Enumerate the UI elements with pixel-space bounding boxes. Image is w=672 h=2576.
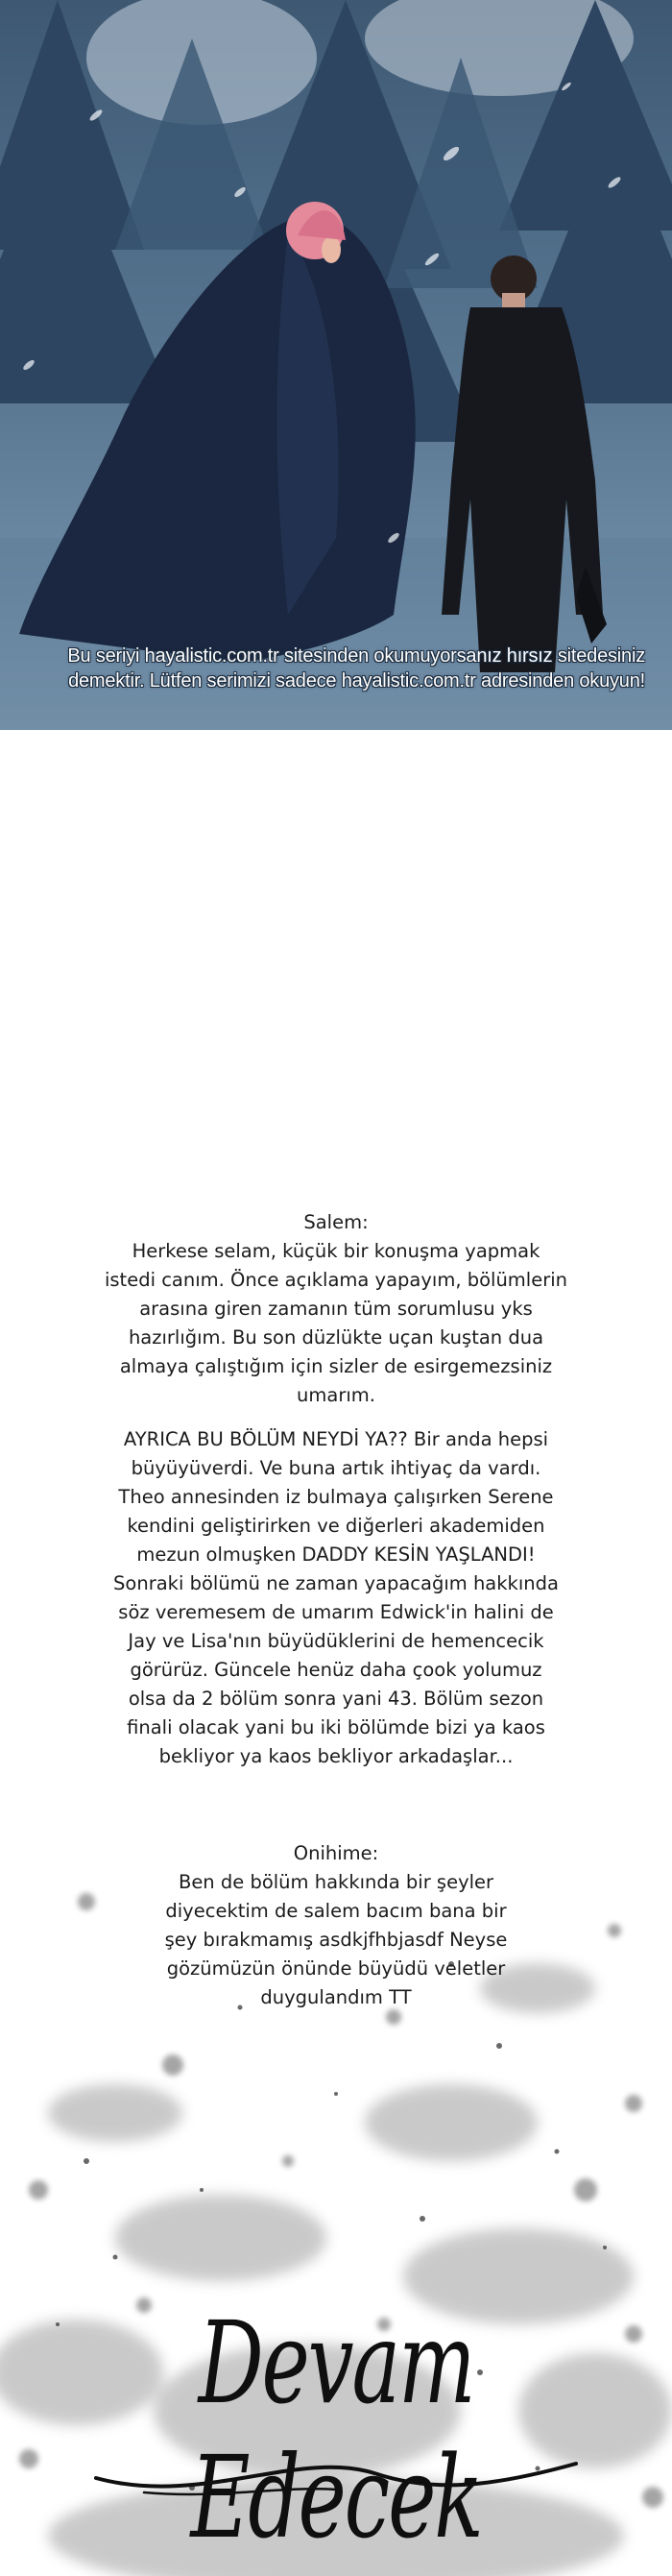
note-line: Sonraki bölümü ne zaman yapacağım hakkında — [113, 1572, 559, 1594]
note-onihime — [96, 1839, 576, 2012]
note-line: istedi canım. Önce açıklama yapayım, bölümlerin — [104, 1269, 568, 1291]
note-line: diyecektim de salem bacım bana bir — [165, 1900, 507, 1922]
note-line: Onihime: — [293, 1842, 379, 1864]
note-line: bekliyor ya kaos bekliyor arkadaşlar... — [158, 1745, 514, 1767]
note-line: duygulandım TT — [260, 1986, 412, 2008]
end-title-text: Devam Edecek — [190, 2297, 482, 2564]
note-line: almaya çalıştığım için sizler de esirgemezsiniz — [119, 1355, 553, 1377]
note-line: Ben de bölüm hakkında bir şeyler — [178, 1871, 494, 1893]
note-line: hazırlığım. Bu son düzlükte uçan kuştan dua — [128, 1326, 544, 1349]
note-line: gözümüzün önünde büyüdü veletler — [166, 1957, 506, 1980]
site-watermark — [31, 644, 645, 693]
title-swash — [86, 2440, 586, 2507]
note-line: AYRICA BU BÖLÜM NEYDİ YA?? Bir anda hepsi — [123, 1428, 549, 1450]
note-line: Herkese selam, küçük bir konuşma yapmak — [132, 1240, 540, 1262]
note-line: Theo annesinden iz bulmaya çalışırken Serene — [118, 1486, 554, 1508]
note-line: arasına giren zamanın tüm sorumlusu yks — [139, 1298, 533, 1320]
note-line: kendini geliştirirken ve diğerleri akademiden — [127, 1515, 545, 1537]
note-line: olsa da 2 bölüm sonra yani 43. Bölüm sezon — [128, 1688, 544, 1710]
forest-scene — [0, 0, 672, 730]
to-be-continued-title — [94, 2296, 578, 2564]
note-chapter-comment — [96, 1425, 576, 1771]
note-line: şey bırakmamış asdkjfhbjasdf Neyse — [164, 1929, 508, 1951]
watermark-line-2: demektir. Lütfen serimizi sadece hayalistic.com.tr adresinden okuyun! — [68, 670, 645, 692]
note-line: büyüyüverdi. Ve buna artık ihtiyaç da vardı. — [131, 1457, 541, 1479]
note-line: görürüz. Güncele henüz daha çook yolumuz — [130, 1659, 542, 1681]
note-salem — [96, 1208, 576, 1410]
note-line: finali olacak yani bu iki bölümde bizi ya kaos — [127, 1716, 545, 1738]
note-line: Jay ve Lisa'nın büyüdüklerini de hemencecik — [128, 1630, 544, 1652]
note-line: mezun olmuşken DADDY KESİN YAŞLANDI! — [136, 1543, 536, 1566]
note-line: söz veremesem de umarım Edwick'in halini de — [118, 1601, 554, 1623]
story-panel-illustration — [0, 0, 672, 730]
note-line: umarım. — [297, 1384, 375, 1406]
note-line: Salem: — [303, 1211, 369, 1233]
watermark-line-1: Bu seriyi hayalistic.com.tr sitesinden okumuyorsanız hırsız sitedesiniz — [67, 645, 645, 667]
